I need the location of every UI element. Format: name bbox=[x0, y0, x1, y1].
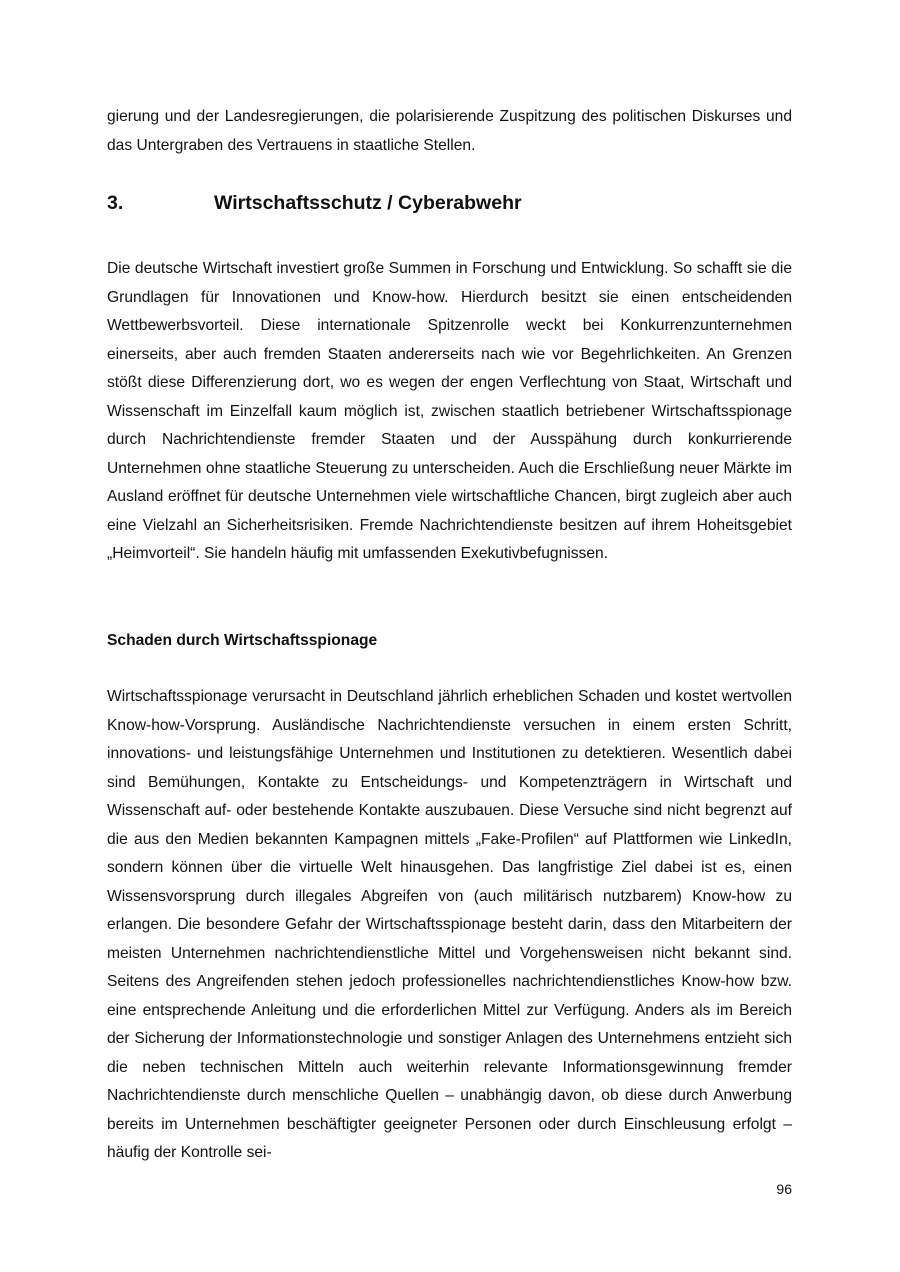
section-heading bbox=[107, 192, 792, 222]
paragraph-continuation: gierung und der Landesregierungen, die polarisierende Zuspitzung des politischen Diskurses und das Untergraben des Vertrauens in staatliche Stellen. bbox=[107, 108, 792, 154]
section-number: 3. bbox=[107, 192, 124, 214]
subheading: Schaden durch Wirtschaftsspionage bbox=[107, 632, 378, 649]
section-title: Wirtschaftsschutz / Cyberabwehr bbox=[214, 192, 522, 214]
page-number: 96 bbox=[776, 1181, 792, 1197]
paragraph-intro: Die deutsche Wirtschaft investiert große Summen in Forschung und Entwicklung. So schafft sie die Grundlagen für Innovationen und Know-how. Hierdurch besitzt sie einen entscheidenden Wettbewerbsvorteil. Diese internationale Spitzenrolle weckt bei Konkurrenzunternehmen einerseits, aber auch fremden Staaten andererseits nach wie vor Begehrlichkeiten. An Grenzen stößt diese Differenzierung dort, wo es wegen der engen Verflechtung von Staat, Wirtschaft und Wissenschaft im Einzelfall kaum möglich ist, zwischen staatlich betriebener Wirtschaftsspionage durch Nachrichtendienste fremder Staaten und der Ausspähung durch konkurrierende Unternehmen ohne staatliche Steuerung zu unterscheiden. Auch die Erschließung neuer Märkte im Ausland eröffnet für deutsche Unternehmen viele wirtschaftliche Chancen, birgt zugleich aber auch eine Vielzahl an Sicherheitsrisiken. Fremde Nachrichtendienste besitzen auf ihrem Hoheitsgebiet „Heimvorteil“. Sie handeln häufig mit umfassenden Exekutivbefugnissen. bbox=[107, 260, 792, 562]
paragraph-damage: Wirtschaftsspionage verursacht in Deutschland jährlich erheblichen Schaden und kostet wertvollen Know-how-Vorsprung. Ausländische Nachrichtendienste versuchen in einem ersten Schritt, innovations- und leistungsfähige Unternehmen und Institutionen zu detektieren. Wesentlich dabei sind Bemühungen, Kontakte zu Entscheidungs- und Kompetenzträgern in Wirtschaft und Wissenschaft auf- oder bestehende Kontakte auszubauen. Diese Versuche sind nicht begrenzt auf die aus den Medien bekannten Kampagnen mittels „Fake-Profilen“ auf Plattformen wie LinkedIn, sondern können über die virtuelle Welt hinausgehen. Das langfristige Ziel dabei ist es, einen Wissensvorsprung durch illegales Abgreifen von (auch militärisch nutzbarem) Know-how zu erlangen. Die besondere Gefahr der Wirtschaftsspionage besteht darin, dass den Mitarbeitern der meisten Unternehmen nachrichtendienstliche Mittel und Vorgehensweisen nicht bekannt sind. Seitens des Angreifenden stehen jedoch professionelles nachrichtendienstliches Know-how bzw. eine entsprechende Anleitung und die erforderlichen Mittel zur Verfügung. Anders als im Bereich der Sicherung der Informationstechnologie und sonstiger Anlagen des Unternehmens entzieht sich die neben technischen Mitteln auch weiterhin relevante Informationsgewinnung fremder Nachrichtendienste durch menschliche Quellen – unabhängig davon, ob diese durch Anwerbung bereits im Unternehmen beschäftigter geeigneter Personen oder durch Einschleusung erfolgt – häufig der Kontrolle sei- bbox=[107, 688, 792, 1161]
